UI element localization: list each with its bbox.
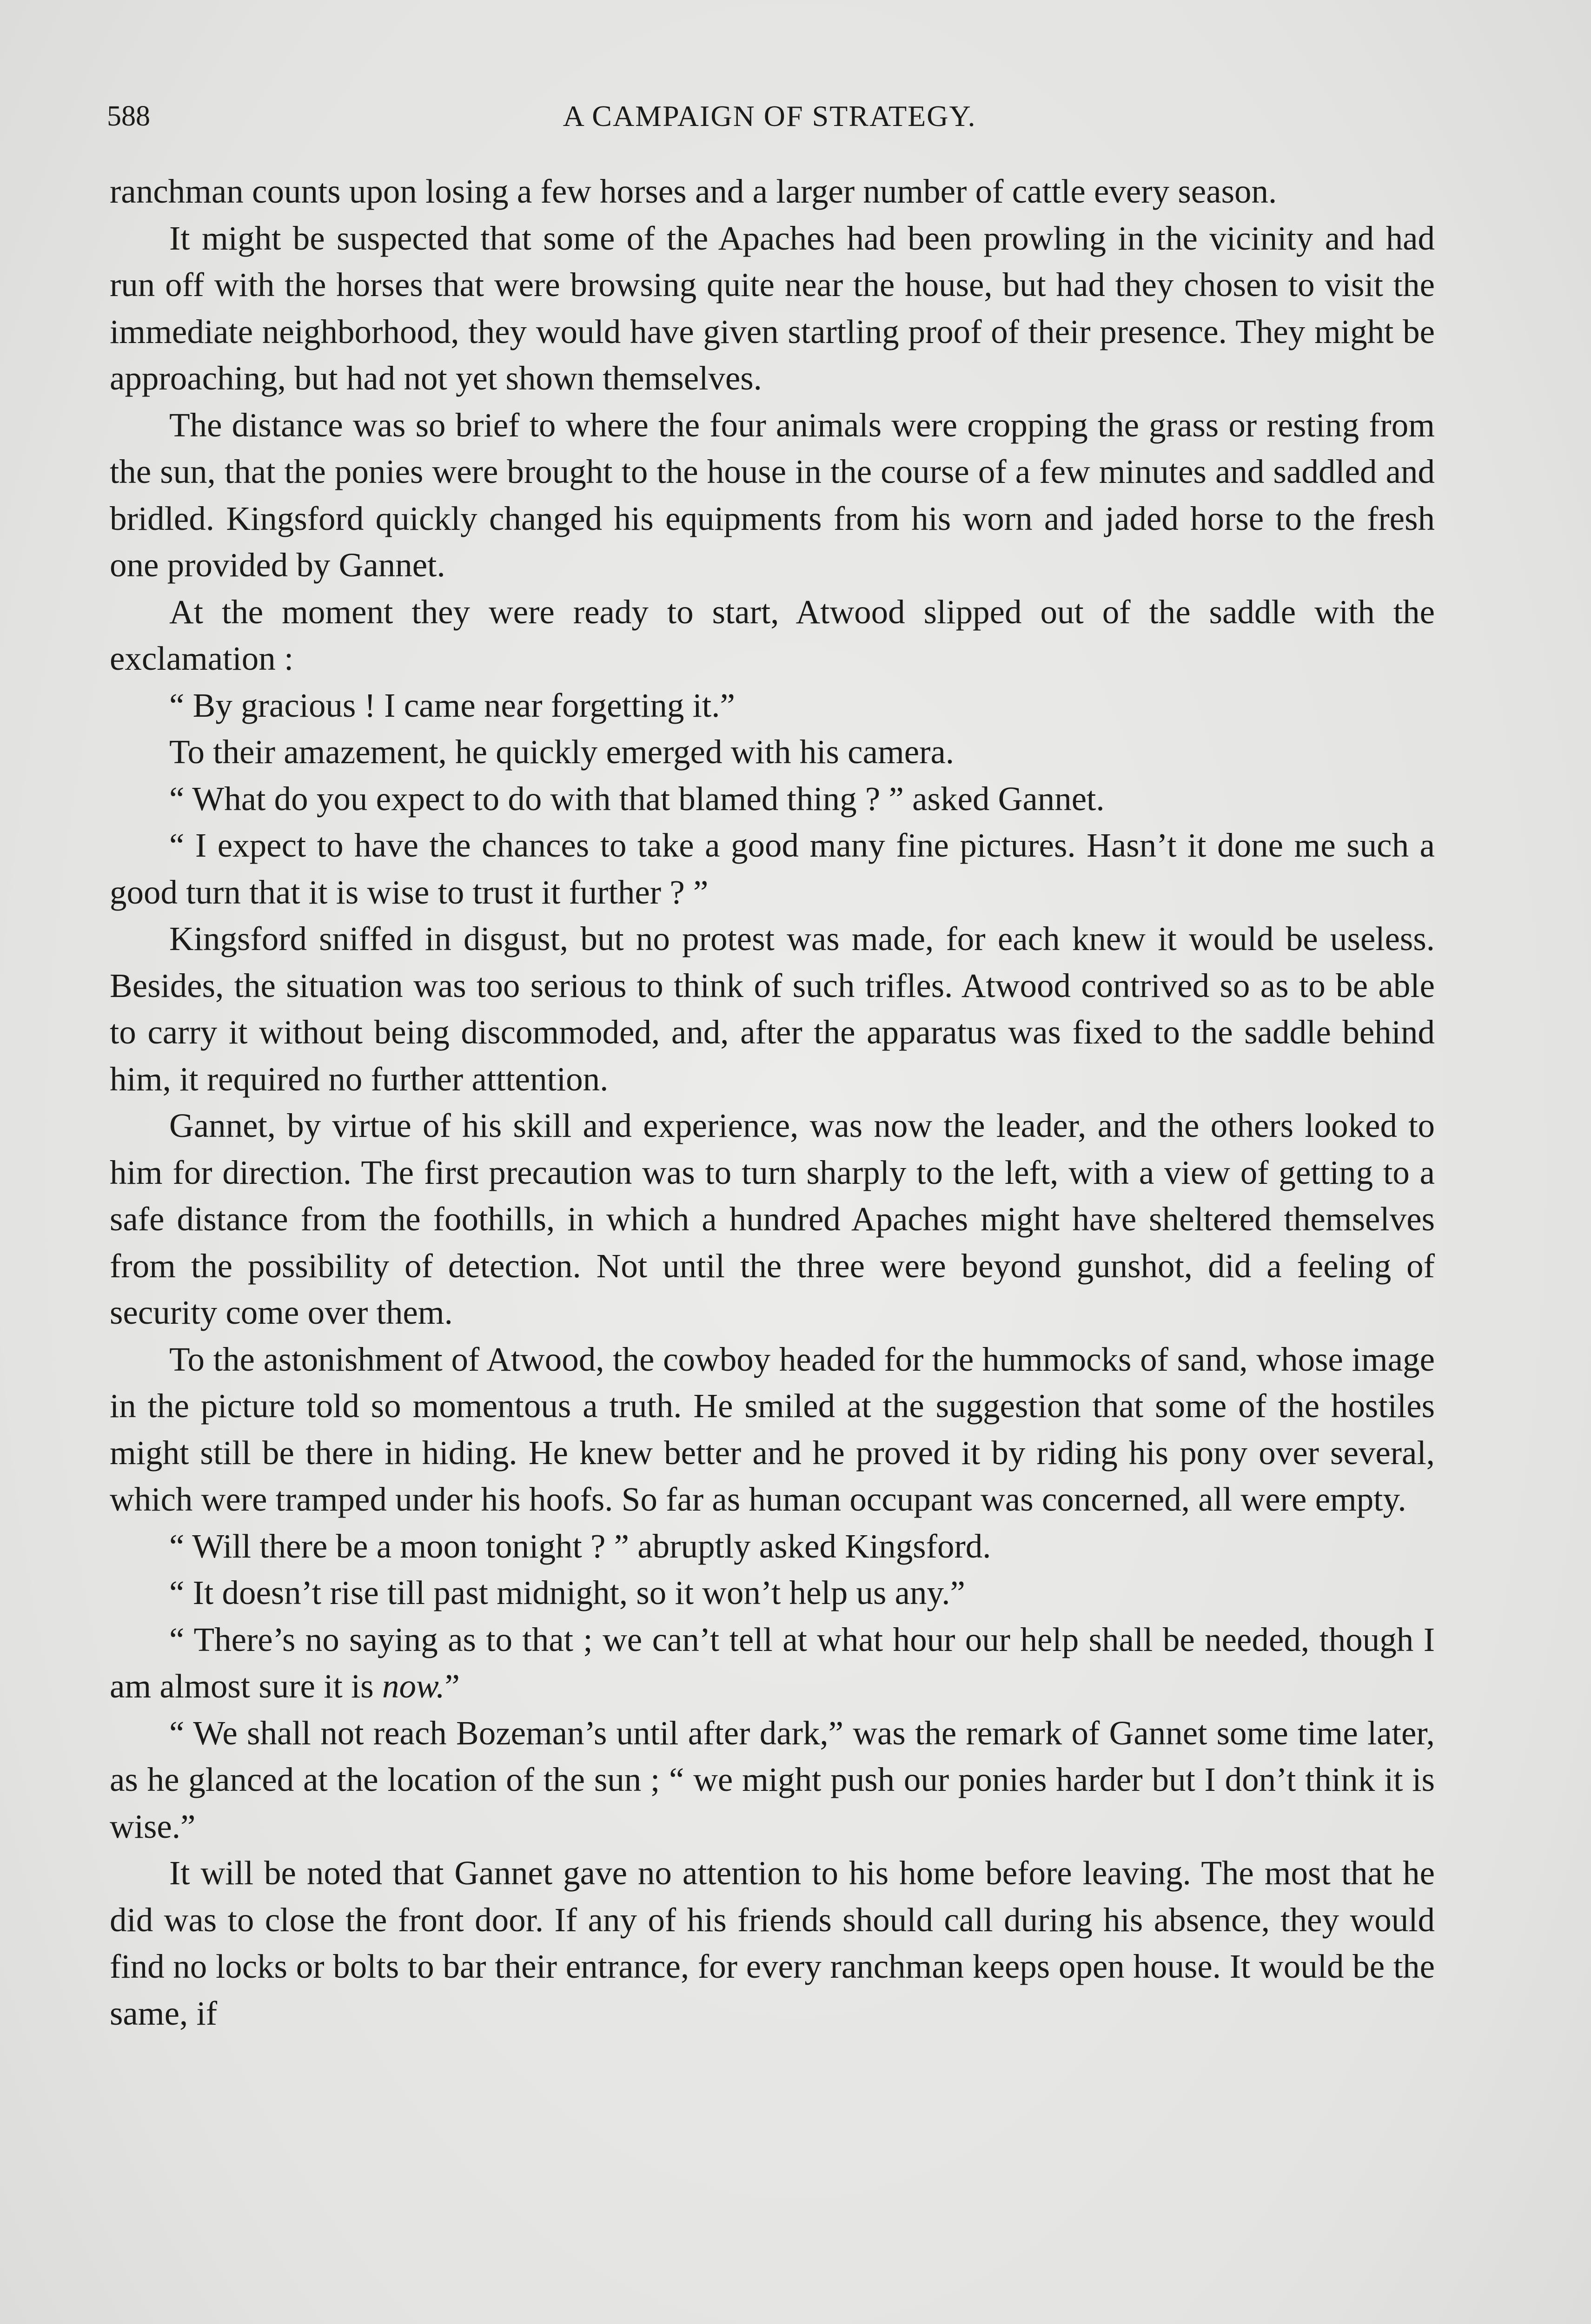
paragraph: “ I expect to have the chances to take a good many fine pictures. Hasn’t it done me such a good turn that it is wise to trust it further ? ” <box>110 826 1435 911</box>
paragraph: The distance was so brief to where the four animals were cropping the grass or resting from the sun, that the ponies were brought to the house in the course of a few minutes and saddled and bridled. Kingsford quickly changed his equipments from his worn and jaded horse to the fresh one provided by Gannet. <box>110 406 1435 584</box>
paragraph: At the moment they were ready to start, Atwood slipped out of the saddle with the exclamation : <box>110 593 1435 677</box>
page-header <box>107 95 1432 137</box>
paragraph: “ It doesn’t rise till past midnight, so it won’t help us any.” <box>169 1574 965 1611</box>
paragraph-text: “ There’s no saying as to that ; we can’t tell at what hour our help shall be needed, though I am almost sure it is <box>110 1620 1435 1705</box>
paragraph: To their amazement, he quickly emerged with his camera. <box>169 733 955 771</box>
paragraph: “ By gracious ! I came near forgetting it.” <box>169 686 735 724</box>
italic-emphasis: now. <box>382 1667 445 1705</box>
paragraph: “ Will there be a moon tonight ? ” abruptly asked Kingsford. <box>169 1527 991 1565</box>
closing-quote: ” <box>444 1667 460 1705</box>
paragraph: “ We shall not reach Bozeman’s until after dark,” was the remark of Gannet some time later, as he glanced at the location of the sun ; “ we might push our ponies harder but I don’t think it is wise.” <box>110 1714 1435 1845</box>
body-text <box>110 168 1435 2037</box>
running-title: A CAMPAIGN OF STRATEGY. <box>563 99 976 132</box>
paragraph: ranchman counts upon losing a few horses and a larger number of cattle every season. <box>110 172 1277 210</box>
paragraph <box>110 1617 1435 1710</box>
paragraph: Kingsford sniffed in disgust, but no protest was made, for each knew it would be useless. Besides, the situation was too serious to think of such trifles. Atwood contrived so as to be able to carry it without being discommoded, and, after the apparatus was fixed to the saddle behind him, it required no further atttention. <box>110 920 1435 1098</box>
paragraph: Gannet, by virtue of his skill and experience, was now the leader, and the others looked to him for direction. The first precaution was to turn sharply to the left, with a view of getting to a safe distance from the foothills, in which a hundred Apaches might have sheltered themselves from the possibility of detection. Not until the three were beyond gunshot, did a feeling of security come over them. <box>110 1107 1435 1331</box>
paragraph: “ What do you expect to do with that blamed thing ? ” asked Gannet. <box>169 779 1105 818</box>
page-number: 588 <box>107 100 150 132</box>
paragraph: It will be noted that Gannet gave no attention to his home before leaving. The most that he did was to close the front door. If any of his friends should call during his absence, they would find no locks or bolts to bar their entrance, for every ranchman keeps open house. It would be the same, if <box>110 1854 1435 2032</box>
paragraph: It might be suspected that some of the Apaches had been prowling in the vicinity and had run off with the horses that were browsing quite near the house, but had they chosen to visit the immediate neighborhood, they would have given startling proof of their presence. They might be approaching, but had not yet shown themselves. <box>110 219 1435 397</box>
paragraph: To the astonishment of Atwood, the cowboy headed for the hummocks of sand, whose image in the picture told so momentous a truth. He smiled at the suggestion that some of the hostiles might still be there in hiding. He knew better and he proved it by riding his pony over several, which were tramped under his hoofs. So far as human occupant was concerned, all were empty. <box>110 1340 1435 1518</box>
